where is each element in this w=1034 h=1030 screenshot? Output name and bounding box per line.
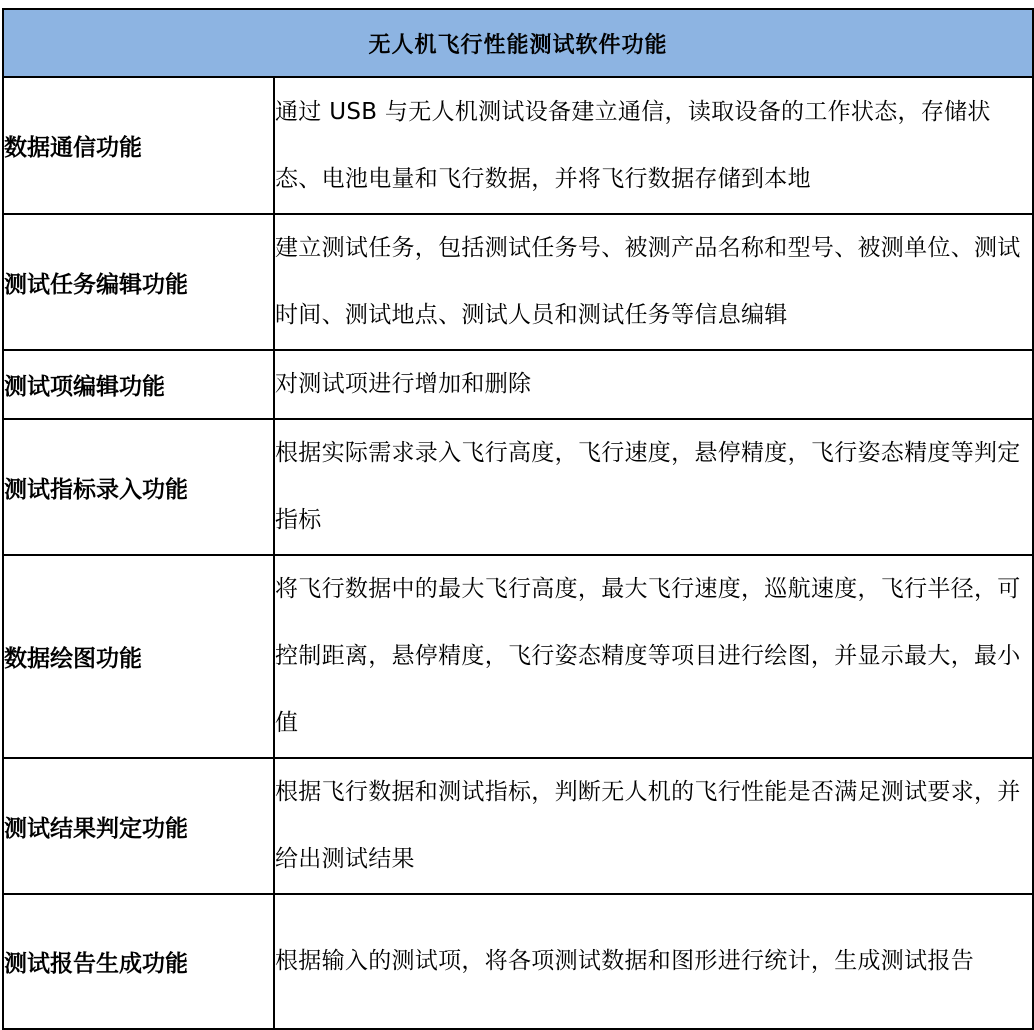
table-row (3, 214, 1033, 350)
function-name-cell: 测试结果判定功能 (3, 758, 274, 894)
table-row (3, 894, 1033, 1029)
function-table-container (2, 8, 1032, 1030)
function-name-cell: 测试指标录入功能 (3, 419, 274, 555)
function-name-cell: 测试任务编辑功能 (3, 214, 274, 350)
function-name-cell: 数据绘图功能 (3, 555, 274, 758)
table-row (3, 77, 1033, 214)
function-name-cell: 数据通信功能 (3, 77, 274, 214)
function-description-cell (274, 758, 1033, 894)
function-description-text: 建立测试任务，包括测试任务号、被测产品名称和型号、被测单位、测试时间、测试地点、测试人员和测试任务等信息编辑 (275, 235, 1021, 328)
function-description-cell (274, 555, 1033, 758)
function-description-cell (274, 214, 1033, 350)
function-description-text: 对测试项进行增加和删除 (275, 371, 532, 397)
table-title: 无人机飞行性能测试软件功能 (3, 9, 1033, 77)
table-row (3, 350, 1033, 419)
function-description-text: 根据输入的测试项，将各项测试数据和图形进行统计，生成测试报告 (275, 948, 974, 974)
table-header-row (3, 9, 1033, 77)
table-row (3, 758, 1033, 894)
function-description-text: 根据飞行数据和测试指标，判断无人机的飞行性能是否满足测试要求，并给出测试结果 (275, 779, 1021, 872)
function-table (2, 8, 1034, 1030)
function-name-cell: 测试项编辑功能 (3, 350, 274, 419)
function-description-cell (274, 77, 1033, 214)
table-row (3, 419, 1033, 555)
function-description-cell (274, 350, 1033, 419)
function-description-text: 将飞行数据中的最大飞行高度，最大飞行速度，巡航速度，飞行半径，可控制距离，悬停精度，飞行姿态精度等项目进行绘图，并显示最大，最小值 (275, 576, 1021, 736)
function-description-text: 通过 USB 与无人机测试设备建立通信，读取设备的工作状态，存储状态、电池电量和飞行数据，并将飞行数据存储到本地 (275, 98, 991, 192)
function-description-cell (274, 419, 1033, 555)
table-row (3, 555, 1033, 758)
function-name-cell: 测试报告生成功能 (3, 894, 274, 1029)
function-description-cell (274, 894, 1033, 1029)
function-description-text: 根据实际需求录入飞行高度，飞行速度，悬停精度，飞行姿态精度等判定指标 (275, 440, 1021, 533)
